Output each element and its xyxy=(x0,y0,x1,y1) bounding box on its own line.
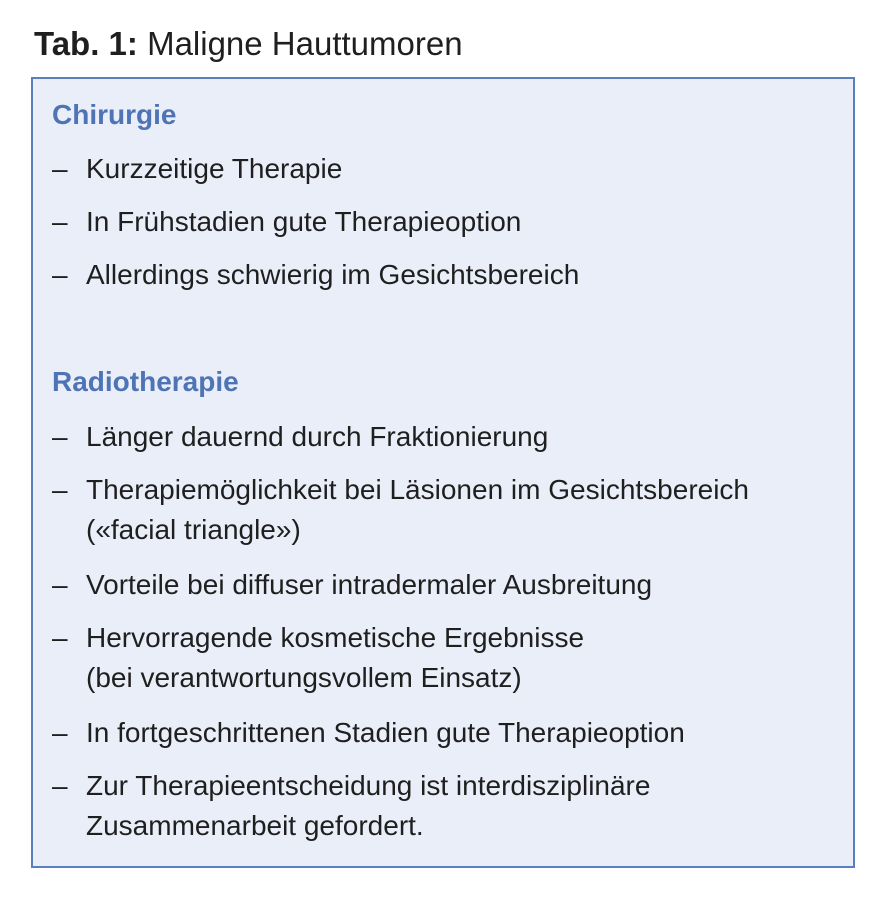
table-box xyxy=(31,77,855,868)
list-item-text: Hervorragende kosmetische Ergebnisse xyxy=(86,622,585,653)
list-item-text: In Frühstadien gute Therapieoption xyxy=(86,206,522,237)
dash-bullet: – xyxy=(52,259,68,290)
dash-bullet: – xyxy=(52,206,68,237)
list-item-text: Therapiemöglichkeit bei Läsionen im Gesichtsbereich xyxy=(86,474,750,505)
section-title-radiotherapie: Radiotherapie xyxy=(52,366,239,397)
dash-bullet: – xyxy=(52,569,68,600)
table-caption xyxy=(34,22,463,66)
list-item-text: In fortgeschrittenen Stadien gute Therapieoption xyxy=(86,717,685,748)
list-item-text-continuation: («facial triangle») xyxy=(86,514,301,545)
dash-bullet: – xyxy=(52,717,68,748)
list-item-text: Kurzzeitige Therapie xyxy=(86,153,343,184)
dash-bullet: – xyxy=(52,622,68,653)
list-item-text-continuation: Zusammenarbeit gefordert. xyxy=(86,810,424,841)
table-number: Tab. 1: xyxy=(34,25,138,62)
section-title-chirurgie: Chirurgie xyxy=(52,99,177,130)
list-item-text: Zur Therapieentscheidung ist interdisziplinäre xyxy=(86,770,651,801)
dash-bullet: – xyxy=(52,770,68,801)
table-title: Maligne Hauttumoren xyxy=(147,25,463,62)
dash-bullet: – xyxy=(52,474,68,505)
list-item-text: Allerdings schwierig im Gesichtsbereich xyxy=(86,259,580,290)
list-item-text: Länger dauernd durch Fraktionierung xyxy=(86,421,549,452)
list-item-text: Vorteile bei diffuser intradermaler Ausbreitung xyxy=(86,569,653,600)
dash-bullet: – xyxy=(52,421,68,452)
list-item-text-continuation: (bei verantwortungsvollem Einsatz) xyxy=(86,662,522,693)
dash-bullet: – xyxy=(52,153,68,184)
